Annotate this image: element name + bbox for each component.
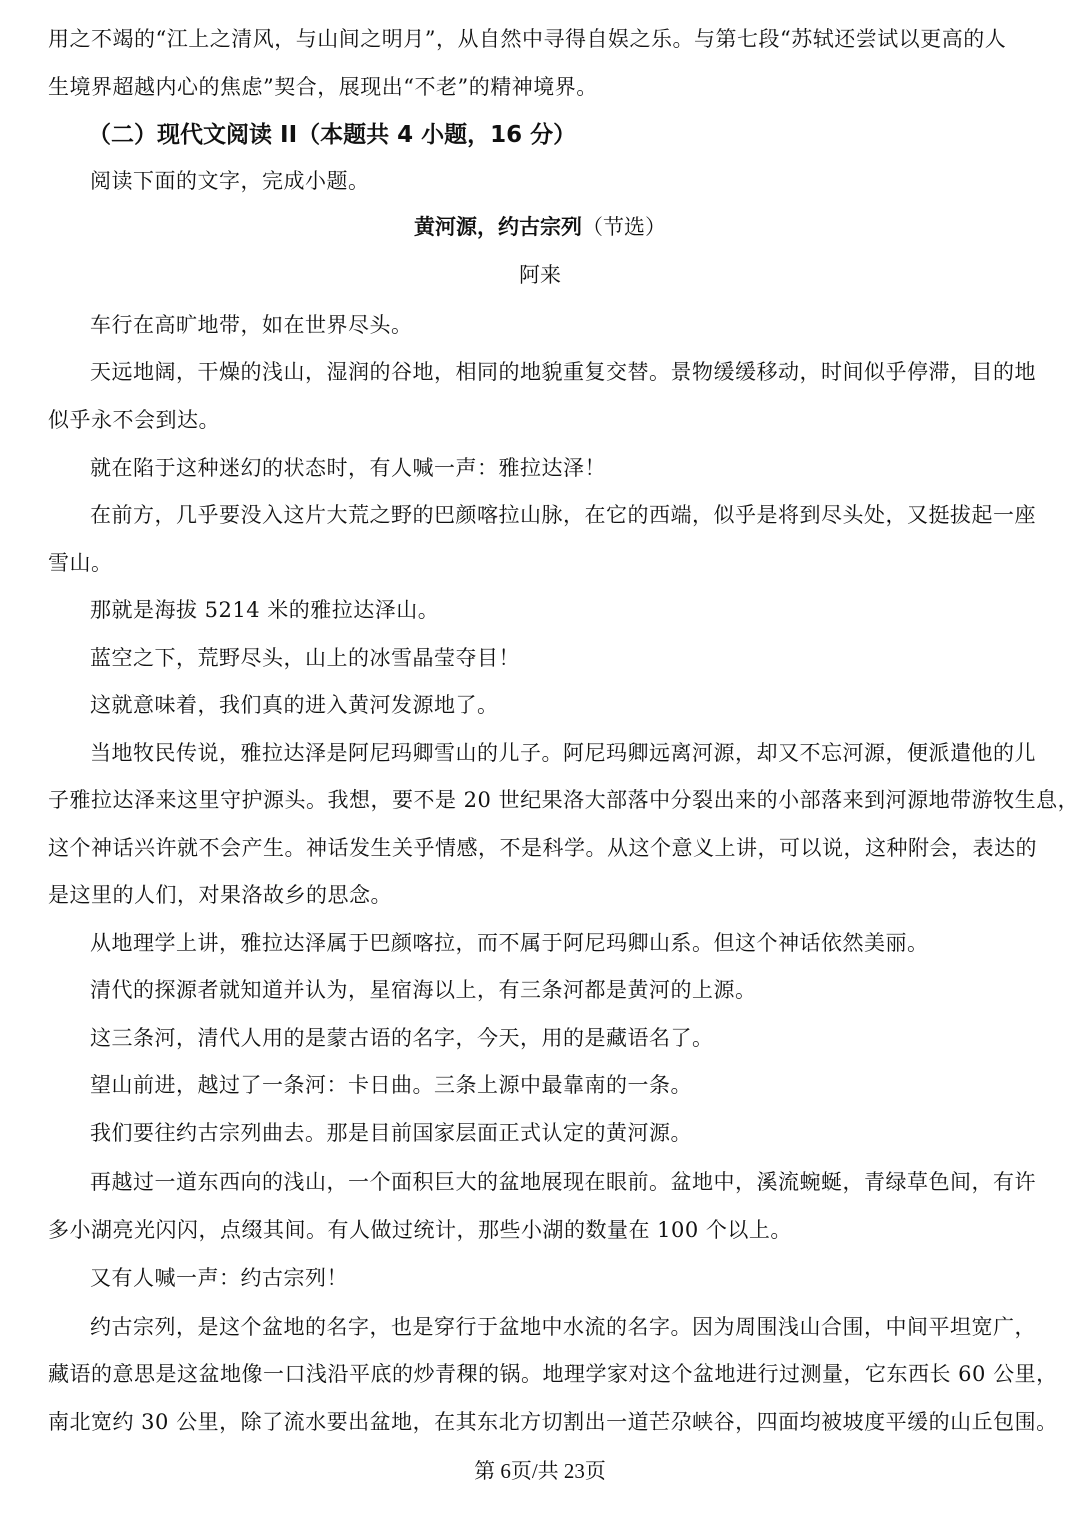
paragraph-line: 似乎永不会到达。 <box>48 408 220 432</box>
page-number: 第 6页/共 23页 <box>474 1459 606 1483</box>
paragraph-line: 在前方，几乎要没入这片大荒之野的巴颜喀拉山脉，在它的西端，似乎是将到尽头处，又挺拔起一座 <box>90 503 1036 527</box>
article-title-line <box>0 212 1080 242</box>
paragraph-line: 藏语的意思是这盆地像一口浅沿平底的炒青稞的锅。地理学家对这个盆地进行过测量，它东西长 60 公里， <box>48 1362 1058 1386</box>
paragraph-line: 约古宗列，是这个盆地的名字，也是穿行于盆地中水流的名字。因为周围浅山合围，中间平坦宽广， <box>90 1315 1036 1339</box>
article-title-note: （节选） <box>582 215 666 239</box>
paragraph-line: 再越过一道东西向的浅山，一个面积巨大的盆地展现在眼前。盆地中，溪流蜿蜒，青绿草色间，有许 <box>90 1170 1036 1194</box>
paragraph-line: 当地牧民传说，雅拉达泽是阿尼玛卿雪山的儿子。阿尼玛卿远离河源，却又不忘河源，便派遣他的儿 <box>90 741 1036 765</box>
paragraph-line: 雪山。 <box>48 551 113 575</box>
paragraph-line: 又有人喊一声：约古宗列！ <box>90 1266 348 1290</box>
paragraph-line: 我们要往约古宗列曲去。那是目前国家层面正式认定的黄河源。 <box>90 1121 692 1145</box>
prev-answer-line-2: 生境界超越内心的焦虑”契合，展现出“不老”的精神境界。 <box>48 75 598 99</box>
paragraph-line: 这三条河，清代人用的是蒙古语的名字，今天，用的是藏语名了。 <box>90 1026 714 1050</box>
instruction-text: 阅读下面的文字，完成小题。 <box>90 169 370 193</box>
paragraph-line: 这就意味着，我们真的进入黄河发源地了。 <box>90 693 499 717</box>
paragraph-line: 天远地阔，干燥的浅山，湿润的谷地，相同的地貌重复交替。景物缓缓移动，时间似乎停滞，目的地 <box>90 360 1036 384</box>
paragraph-line: 这个神话兴许就不会产生。神话发生关乎情感，不是科学。从这个意义上讲，可以说，这种附会，表达的 <box>48 836 1037 860</box>
prev-answer-line-1: 用之不竭的“江上之清风，与山间之明月”，从自然中寻得自娱之乐。与第七段“苏轼还尝试以更高的人 <box>48 27 1007 51</box>
paragraph-line: 车行在高旷地带，如在世界尽头。 <box>90 313 413 337</box>
paragraph-line: 那就是海拔 5214 米的雅拉达泽山。 <box>90 598 440 622</box>
paragraph-line: 是这里的人们，对果洛故乡的思念。 <box>48 883 392 907</box>
section-heading: （二）现代文阅读 II（本题共 4 小题，16 分） <box>88 122 577 148</box>
paragraph-line: 子雅拉达泽来这里守护源头。我想，要不是 20 世纪果洛大部落中分裂出来的小部落来到河源地带游牧生息， <box>48 788 1080 812</box>
article-title: 黄河源，约古宗列 <box>414 214 582 239</box>
paragraph-line: 望山前进，越过了一条河：卡日曲。三条上源中最靠南的一条。 <box>90 1073 692 1097</box>
paragraph-line: 蓝空之下，荒野尽头，山上的冰雪晶莹夺目！ <box>90 646 520 670</box>
paragraph-line: 多小湖亮光闪闪，点缀其间。有人做过统计，那些小湖的数量在 100 个以上。 <box>48 1218 792 1242</box>
paragraph-line: 清代的探源者就知道并认为，星宿海以上，有三条河都是黄河的上源。 <box>90 978 757 1002</box>
article-author: 阿来 <box>519 263 561 287</box>
paragraph-line: 就在陷于这种迷幻的状态时，有人喊一声：雅拉达泽！ <box>90 456 606 480</box>
paragraph-line: 南北宽约 30 公里，除了流水要出盆地，在其东北方切割出一道芒尕峡谷，四面均被坡度平缓的山丘包围。 <box>48 1410 1058 1434</box>
paragraph-line: 从地理学上讲，雅拉达泽属于巴颜喀拉，而不属于阿尼玛卿山系。但这个神话依然美丽。 <box>90 931 929 955</box>
